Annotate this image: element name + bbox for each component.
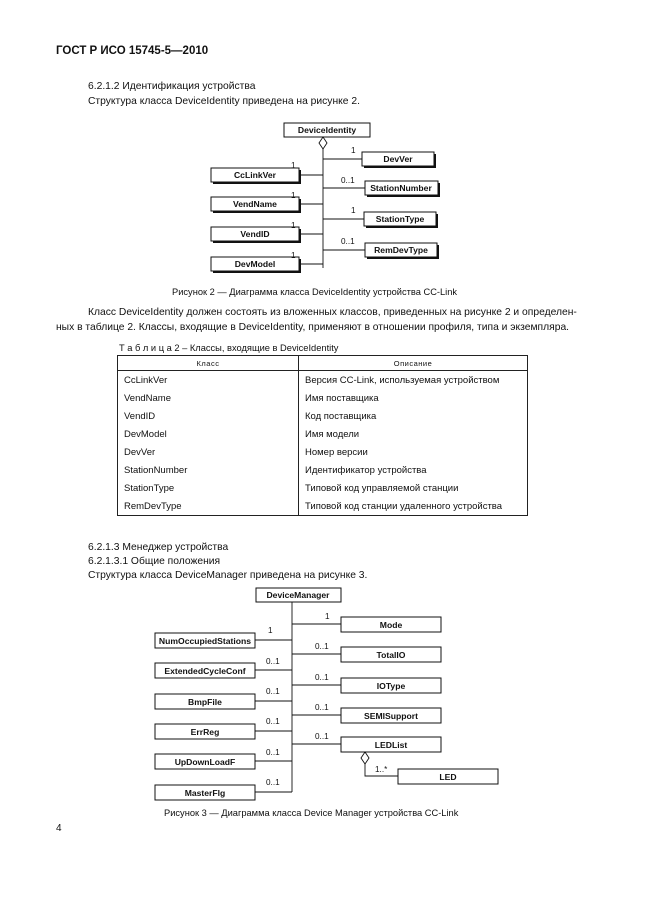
fig3-multiplicity: 0..1 [266, 687, 280, 696]
table-cell-description: Типовой код станции удаленного устройства [299, 497, 528, 516]
fig3-multiplicity: 0..1 [315, 642, 329, 651]
fig2-class-label: DevVer [383, 154, 413, 164]
fig2-aggregation-diamond [319, 137, 327, 149]
figure2-caption: Рисунок 2 — Диаграмма класса DeviceIdentity устройства CC-Link [172, 287, 458, 297]
table-row [118, 389, 528, 407]
section-heading-device-manager: 6.2.1.3 Менеджер устройства [88, 542, 229, 553]
table-cell-class: StationNumber [118, 461, 299, 479]
document-header: ГОСТ Р ИСО 15745-5—2010 [56, 45, 209, 57]
fig2-class-label: VendID [240, 229, 270, 239]
fig3-multiplicity: 0..1 [266, 748, 280, 757]
fig3-class-label: NumOccupiedStations [158, 636, 252, 646]
figure2-intro: Структура класса DeviceIdentity приведена на рисунке 2. [88, 96, 360, 107]
fig3-class-label: TotalIO [376, 650, 406, 660]
table-cell-description: Имя модели [299, 425, 528, 443]
fig2-multiplicity: 1 [351, 146, 356, 155]
fig2-multiplicity: 0..1 [341, 176, 355, 185]
figure3-caption: Рисунок 3 — Диаграмма класса Device Manager устройства CC-Link [164, 808, 459, 818]
paragraph-line-2: ных в таблице 2. Классы, входящие в DeviceIdentity, применяют в отношении профиля, типа и экземпляра. [56, 322, 570, 333]
table-header-class: Класс [118, 356, 299, 371]
table-row [118, 371, 528, 390]
fig2-class-label: StationNumber [370, 183, 432, 193]
table-cell-description: Идентификатор устройства [299, 461, 528, 479]
table-cell-description: Код поставщика [299, 407, 528, 425]
fig2-class-label: DevModel [234, 259, 276, 269]
table-cell-class: RemDevType [118, 497, 299, 516]
fig3-class-label: UpDownLoadF [174, 757, 236, 767]
fig3-class-label: MasterFlg [184, 788, 226, 798]
fig3-aggregation-diamond [361, 752, 369, 764]
fig3-multiplicity: 1 [268, 626, 273, 635]
fig2-root-label: DeviceIdentity [297, 125, 357, 135]
table-cell-class: DevModel [118, 425, 299, 443]
table-header-description: Описание [299, 356, 528, 371]
fig3-class-label: BmpFile [188, 697, 222, 707]
fig3-multiplicity: 0..1 [266, 717, 280, 726]
fig2-multiplicity: 0..1 [341, 237, 355, 246]
fig2-class-label: VendName [233, 199, 277, 209]
figure2-diagram [211, 123, 440, 273]
table-cell-class: VendName [118, 389, 299, 407]
table-row [118, 497, 528, 516]
section-heading-device-identity: 6.2.1.2 Идентификация устройства [88, 81, 256, 92]
fig3-class-label: IOType [376, 681, 406, 691]
table-row [118, 461, 528, 479]
table2-title: Т а б л и ц а 2 – Классы, входящие в DeviceIdentity [119, 343, 339, 353]
fig3-class-label: Mode [379, 620, 403, 630]
table-cell-description: Типовой код управляемой станции [299, 479, 528, 497]
section-heading-general: 6.2.1.3.1 Общие положения [88, 556, 221, 567]
fig2-class-label: RemDevType [374, 245, 428, 255]
fig2-multiplicity: 1 [291, 161, 296, 170]
table-row [118, 443, 528, 461]
fig3-multiplicity: 0..1 [315, 732, 329, 741]
table-cell-class: VendID [118, 407, 299, 425]
fig2-multiplicity: 1 [291, 251, 296, 260]
fig3-multiplicity: 0..1 [315, 703, 329, 712]
table-row [118, 479, 528, 497]
table-row [118, 407, 528, 425]
fig2-class-label: StationType [375, 214, 425, 224]
table-cell-description: Версия CC-Link, используемая устройством [299, 371, 528, 390]
figure3-diagram [155, 588, 498, 800]
fig3-class-label: LED [439, 772, 457, 782]
fig3-class-label: LEDList [374, 740, 408, 750]
fig2-multiplicity: 1 [291, 191, 296, 200]
table-cell-class: CcLinkVer [118, 371, 299, 390]
paragraph-line-1: Класс DeviceIdentity должен состоять из вложенных классов, приведенных на рисунке 2 и определен- [88, 307, 577, 318]
fig3-multiplicity: 0..1 [315, 673, 329, 682]
fig3-multiplicity: 1..* [375, 765, 388, 774]
table2 [117, 355, 528, 516]
figure3-intro: Структура класса DeviceManager приведена на рисунке 3. [88, 570, 368, 581]
fig3-root-label: DeviceManager [266, 590, 330, 600]
table-row [118, 425, 528, 443]
page-number: 4 [56, 823, 62, 834]
fig2-class-label: CcLinkVer [233, 170, 277, 180]
fig2-multiplicity: 1 [291, 221, 296, 230]
fig2-multiplicity: 1 [351, 206, 356, 215]
table-cell-description: Имя поставщика [299, 389, 528, 407]
fig3-multiplicity: 1 [325, 612, 330, 621]
table-cell-class: DevVer [118, 443, 299, 461]
table-cell-class: StationType [118, 479, 299, 497]
fig3-class-label: ErrReg [190, 727, 220, 737]
fig3-multiplicity: 0..1 [266, 778, 280, 787]
fig3-multiplicity: 0..1 [266, 657, 280, 666]
table-cell-description: Номер версии [299, 443, 528, 461]
fig3-class-label: ExtendedCycleConf [164, 666, 246, 676]
fig3-class-label: SEMISupport [364, 711, 418, 721]
